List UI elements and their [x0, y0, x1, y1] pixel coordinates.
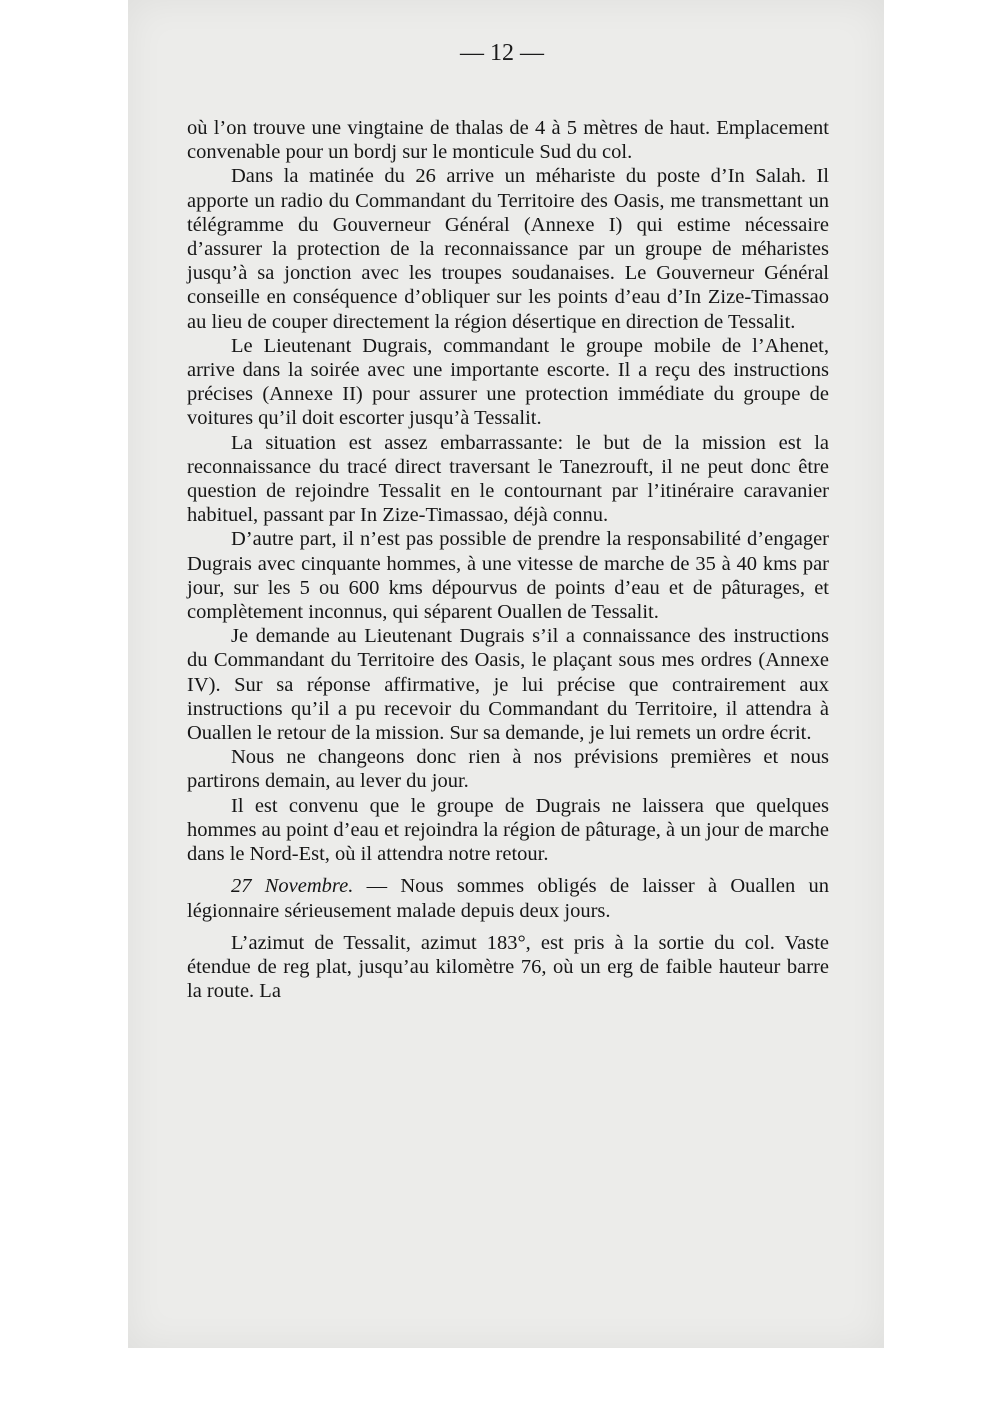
- dated-paragraph: [187, 874, 829, 922]
- entry-text: — Nous sommes obligés de laisser à Ouallen un légionnaire sérieusement malade depuis deux jours.: [187, 875, 829, 922]
- paragraph: Dans la matinée du 26 arrive un méhariste du poste d’In Salah. Il apporte un radio du Commandant du Territoire des Oasis, me transmettant un télégramme du Gouverneur Général (Annexe I) qui estime nécessaire d’assurer la protection de la reconnaissance par un groupe de méharistes jusqu’à sa jonction avec les troupes soudanaises. Le Gouverneur Général conseille en conséquence d’obliquer sur les points d’eau d’In Zize-Timassao au lieu de couper directement la région désertique en direction de Tessalit.: [187, 165, 829, 333]
- paragraph: La situation est assez embarrassante: le but de la mission est la reconnaissance du tracé direct traversant le Tanezrouft, il ne peut donc être question de rejoindre Tessalit en le contournant par l’itinéraire caravanier habituel, passant par In Zize-Timassao, déjà connu.: [187, 431, 829, 527]
- entry-date: 27 Novembre.: [231, 875, 354, 898]
- paragraph: Nous ne changeons donc rien à nos prévisions premières et nous partirons demain, au lever du jour.: [187, 746, 829, 793]
- paragraph: où l’on trouve une vingtaine de thalas de 4 à 5 mètres de haut. Emplacement convenable pour un bordj sur le monticule Sud du col.: [187, 117, 829, 164]
- paragraph: L’azimut de Tessalit, azimut 183°, est pris à la sortie du col. Vaste étendue de reg plat, jusqu’au kilomètre 76, où un erg de faible hauteur barre la route. La: [187, 931, 829, 1003]
- paragraph: Le Lieutenant Dugrais, commandant le groupe mobile de l’Ahenet, arrive dans la soirée avec une importante escorte. Il a reçu des instructions précises (Annexe II) pour assurer une protection immédiate du groupe de voitures qu’il doit escorter jusqu’à Tessalit.: [187, 334, 829, 430]
- paragraph: Je demande au Lieutenant Dugrais s’il a connaissance des instructions du Commandant du Territoire des Oasis, le plaçant sous mes ordres (Annexe IV). Sur sa réponse affirmative, je lui précise que contrairement aux instructions qu’il a pu recevoir du Commandant du Territoire, il attendra à Ouallen le retour de la mission. Sur sa demande, je lui remets un ordre écrit.: [187, 625, 829, 745]
- paragraph: Il est convenu que le groupe de Dugrais ne laissera que quelques hommes au point d’eau et rejoindra la région de pâturage, à un jour de marche dans le Nord-Est, où il attendra notre retour.: [187, 794, 829, 866]
- paragraph: D’autre part, il n’est pas possible de prendre la responsabilité d’engager Dugrais avec cinquante hommes, à une vitesse de marche de 35 à 40 kms par jour, sur les 5 ou 600 kms dépourvus de points d’eau et de pâturages, et complètement inconnus, qui séparent Ouallen de Tessalit.: [187, 528, 829, 624]
- page-number: — 12 —: [460, 40, 544, 66]
- body-text: [187, 116, 829, 1003]
